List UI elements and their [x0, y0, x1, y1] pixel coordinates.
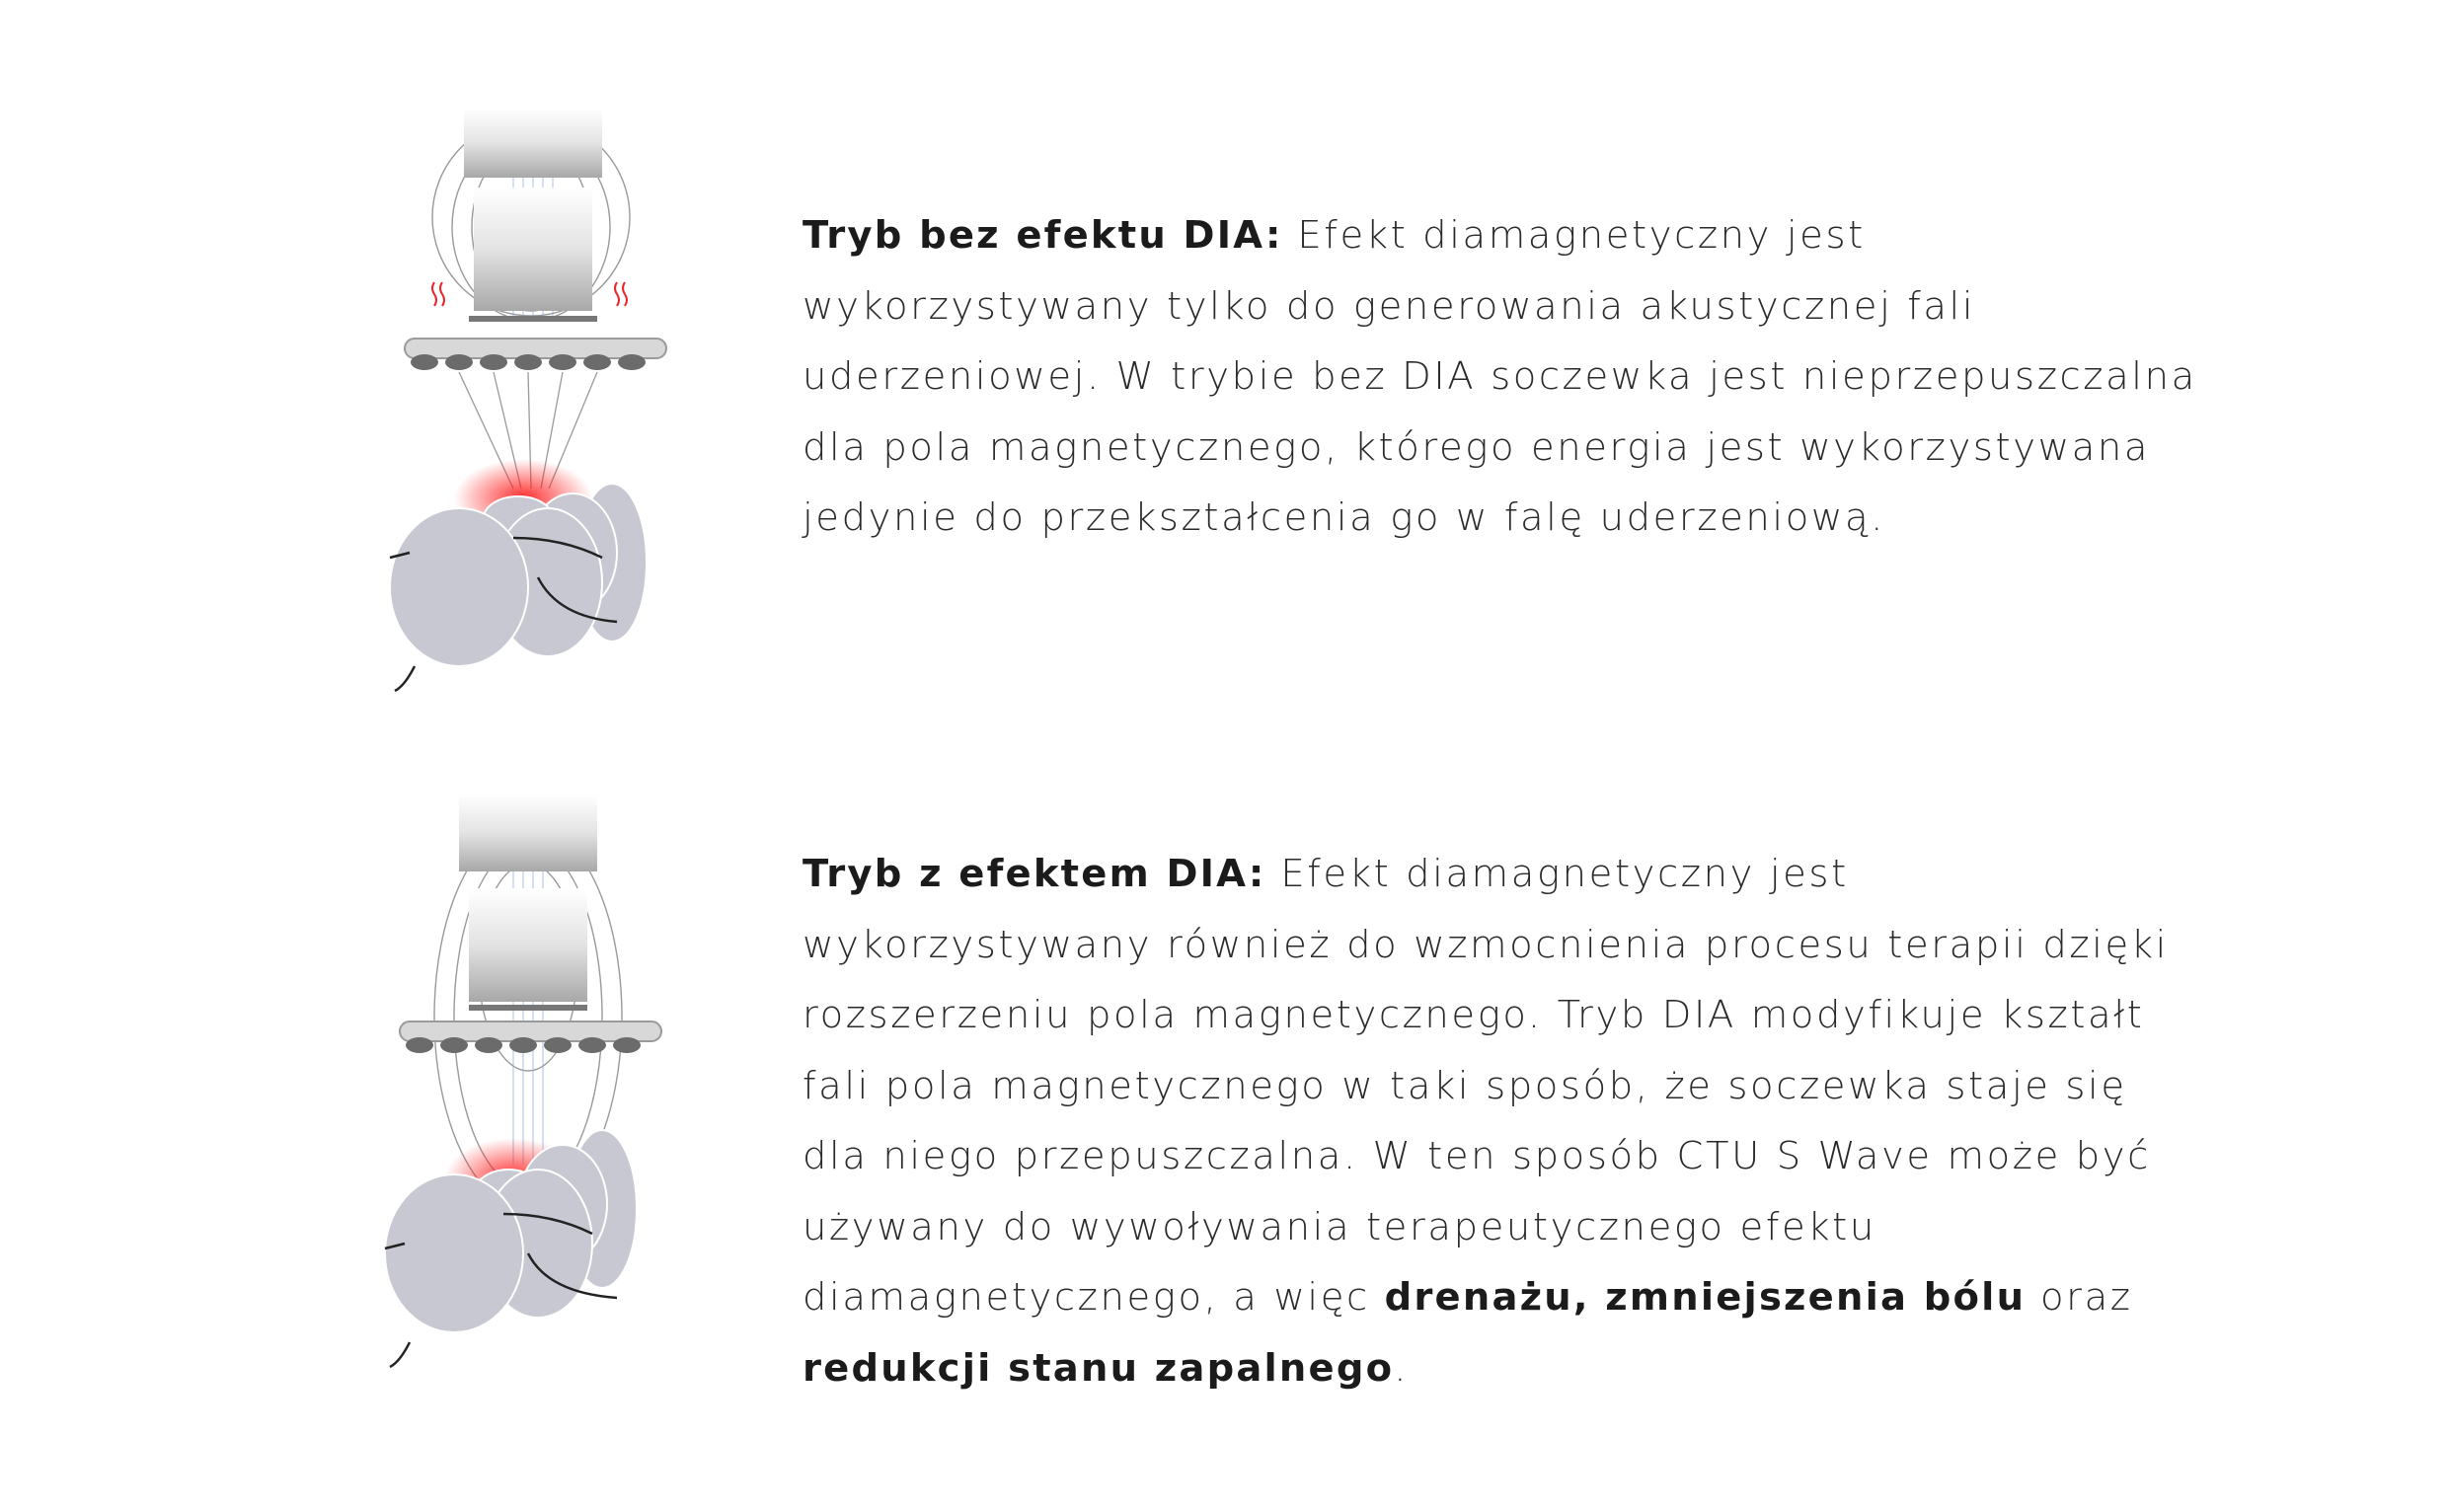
coil-plate: [469, 1005, 587, 1011]
dia-end: .: [1394, 1345, 1410, 1391]
dia-bold-2: redukcji stanu zapalnego: [803, 1345, 1395, 1391]
dia-lead: Tryb z efektem DIA:: [803, 852, 1266, 896]
no-dia-text: [803, 200, 2204, 554]
dia-body: Efekt diamagnetyczny jest wykorzystywany również do wzmocnienia procesu terapii dzięki rozszerzeniu pola magnetycznego. Tryb DIA modyfikuje kształt fali pola magnetycznego w taki sposób, że soczewka staje się dla niego przepuszczalna. W ten sposób CTU S Wave może być używany do wywoływania terapeutycznego efektu diamagnetycznego, a więc: [803, 852, 2169, 1320]
no-dia-illustration: [375, 104, 691, 696]
dia-bold-1: drenażu, zmniejszenia bólu: [1384, 1275, 2027, 1320]
dia-middle: oraz: [2026, 1275, 2133, 1320]
tissue: [390, 484, 647, 666]
dia-text: [803, 839, 2204, 1403]
no-dia-lead: Tryb bez efektu DIA:: [803, 213, 1283, 258]
coil-lower: [474, 188, 592, 311]
dia-illustration: [375, 790, 691, 1382]
coil-lower: [469, 888, 587, 1002]
no-dia-body: Efekt diamagnetyczny jest wykorzystywany tylko do generowania akustycznej fali uderzeniowej. W trybie bez DIA soczewka jest nieprzepuszczalna dla pola magnetycznego, którego energia jest wykorzystywana jedynie do przekształcenia go w falę uderzeniową.: [803, 213, 2197, 540]
coil-upper: [459, 794, 597, 871]
coil-plate: [469, 316, 597, 322]
coil-upper: [464, 109, 602, 178]
